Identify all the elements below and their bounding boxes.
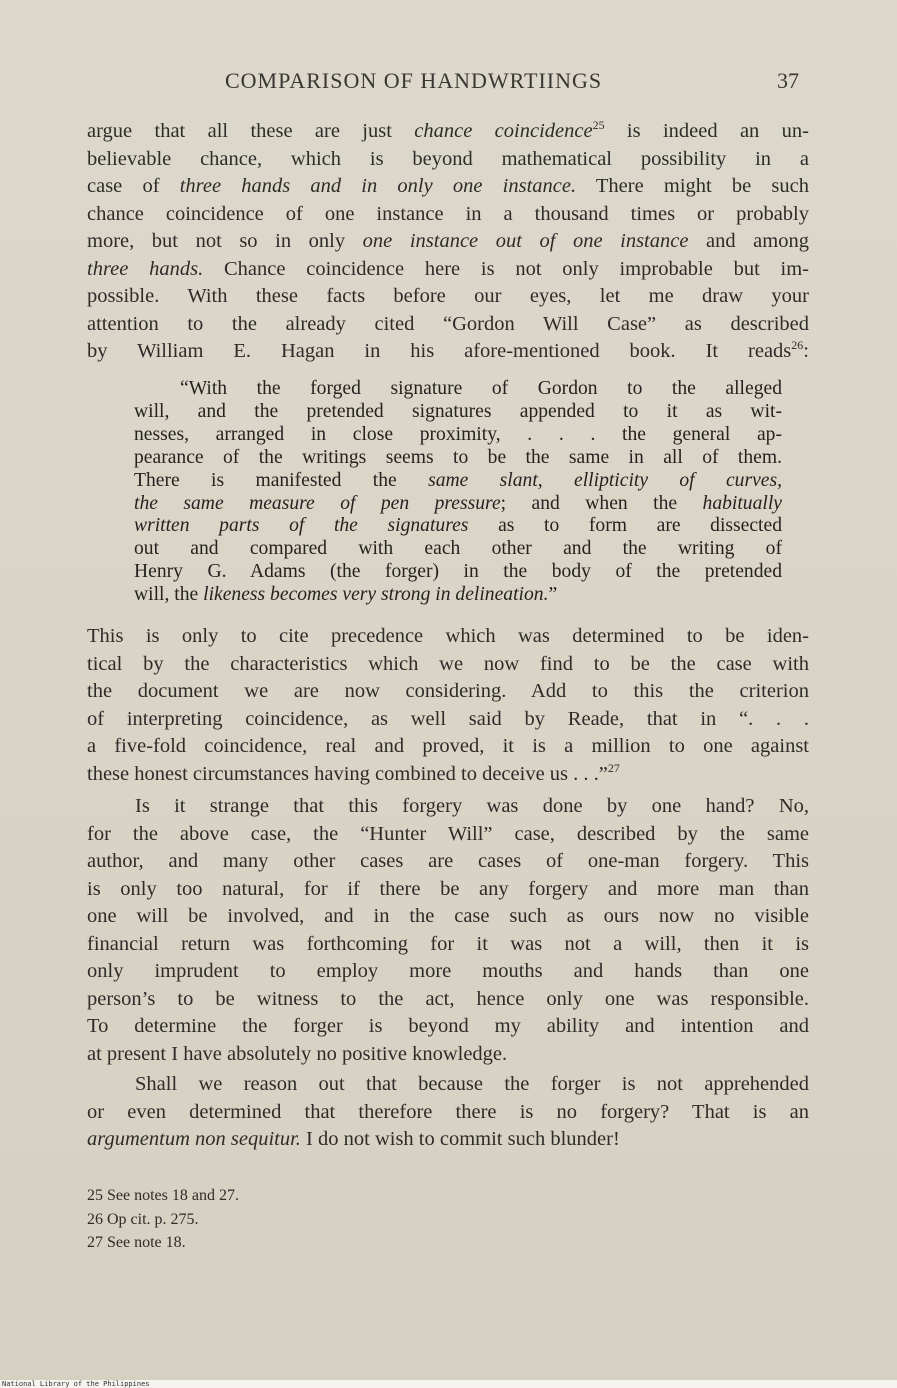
text-line: at present I have absolutely no positive knowledge. [87,1042,508,1065]
text-line: three hands. Chance coincidence here is not only improbable but im- [87,257,810,280]
footnote-ref: 25 [592,118,605,132]
footnote-ref: 26 [791,338,804,352]
text-line: out and compared with each other and the writing of [134,538,782,560]
text-line: This is only to cite precedence which was determined to be iden- [87,625,809,647]
text-line: one will be involved, and in the case such as ours now no visible [87,905,809,927]
footnotes [87,1184,487,1255]
text-line: Shall we reason out that because the forger is not apprehended [135,1073,809,1095]
footnote-26: 26 Op cit. p. 275. [87,1210,199,1228]
text-line: attention to the already cited “Gordon Will Case” as described [87,312,809,335]
paragraph-non-sequitur [87,1071,809,1154]
text-line: or even determined that therefore there is no forgery? That is an [87,1100,809,1123]
text-line: financial return was forthcoming for it was not a will, then it is [87,932,809,955]
running-head: COMPARISON OF HANDWRTIINGS [225,68,603,93]
text-line: author, and many other cases are cases of one-man forgery. This [87,850,809,872]
text-line: will, the likeness becomes very strong in delineation.” [134,584,558,606]
text-line: believable chance, which is beyond mathematical possibility in a [87,147,809,170]
text-line: more, but not so in only one instance out of one instance and among [87,230,809,252]
page-number: 37 [777,68,799,93]
text-line: a five-fold coincidence, real and proved, it is a million to one against [87,735,809,757]
text-line: these honest circumstances having combined to deceive us . . .”$^{27}$ [87,760,620,785]
paragraph-chance-coincidence [87,118,809,366]
text-line: pearance of the writings seems to be the same in all of them. [134,446,782,468]
text-line: the same measure of pen pressure; and when the habitually [134,492,782,514]
text-line: of interpreting coincidence, as well said by Reade, that in “. . . [87,707,809,730]
text-line: “With the forged signature of Gordon to the alleged [180,378,782,399]
text-line: argumentum non sequitur. I do not wish to commit such blunder! [87,1128,620,1150]
block-quote-gordon-will [134,378,782,607]
text-line: person’s to be witness to the act, hence only one was responsible. [87,987,809,1010]
text-line: tical by the characteristics which we now find to be the case with [87,652,809,675]
text-line: the document we are now considering. Add to this the criterion [87,680,809,702]
text-line: Henry G. Adams (the forger) in the body of the pretended [134,561,782,583]
text-line: written parts of the signatures as to form are dissected [134,515,782,537]
page-header [87,68,799,98]
text-line: for the above case, the “Hunter Will” case, described by the same [87,822,809,845]
text-line: chance coincidence of one instance in a thousand times or probably [87,202,809,225]
library-credit: National Library of the Philippines [2,1380,150,1388]
footnote-ref: 27 [607,760,620,775]
text-line: possible. With these facts before our eyes, let me draw your [87,285,809,307]
text-line: will, and the pretended signatures appended to it as wit- [134,400,782,422]
footnote-25: 25 See notes 18 and 27. [87,1187,239,1204]
text-line: by William E. Hagan in his afore-mentioned book. It reads$^{26}$: [87,338,809,362]
paragraph-precedence [87,623,809,788]
text-line: is only too natural, for if there be any forgery and more man than [87,877,809,900]
text-line: only imprudent to employ more mouths and hands than one [87,960,809,982]
text-line: nesses, arranged in close proximity, . . . the general ap- [134,423,782,445]
text-line: To determine the forger is beyond my ability and intention and [87,1015,809,1037]
footnote-27: 27 See note 18. [87,1234,186,1251]
paragraph-one-hand [87,793,809,1068]
text-line: Is it strange that this forgery was done by one hand? No, [135,795,809,817]
text-line: argue that all these are just chance coincidence$^{25}$ is indeed an un- [87,118,809,142]
text-line: There is manifested the same slant, ellipticity of curves, [134,469,783,491]
text-line: case of three hands and in only one instance. There might be such [87,175,809,197]
